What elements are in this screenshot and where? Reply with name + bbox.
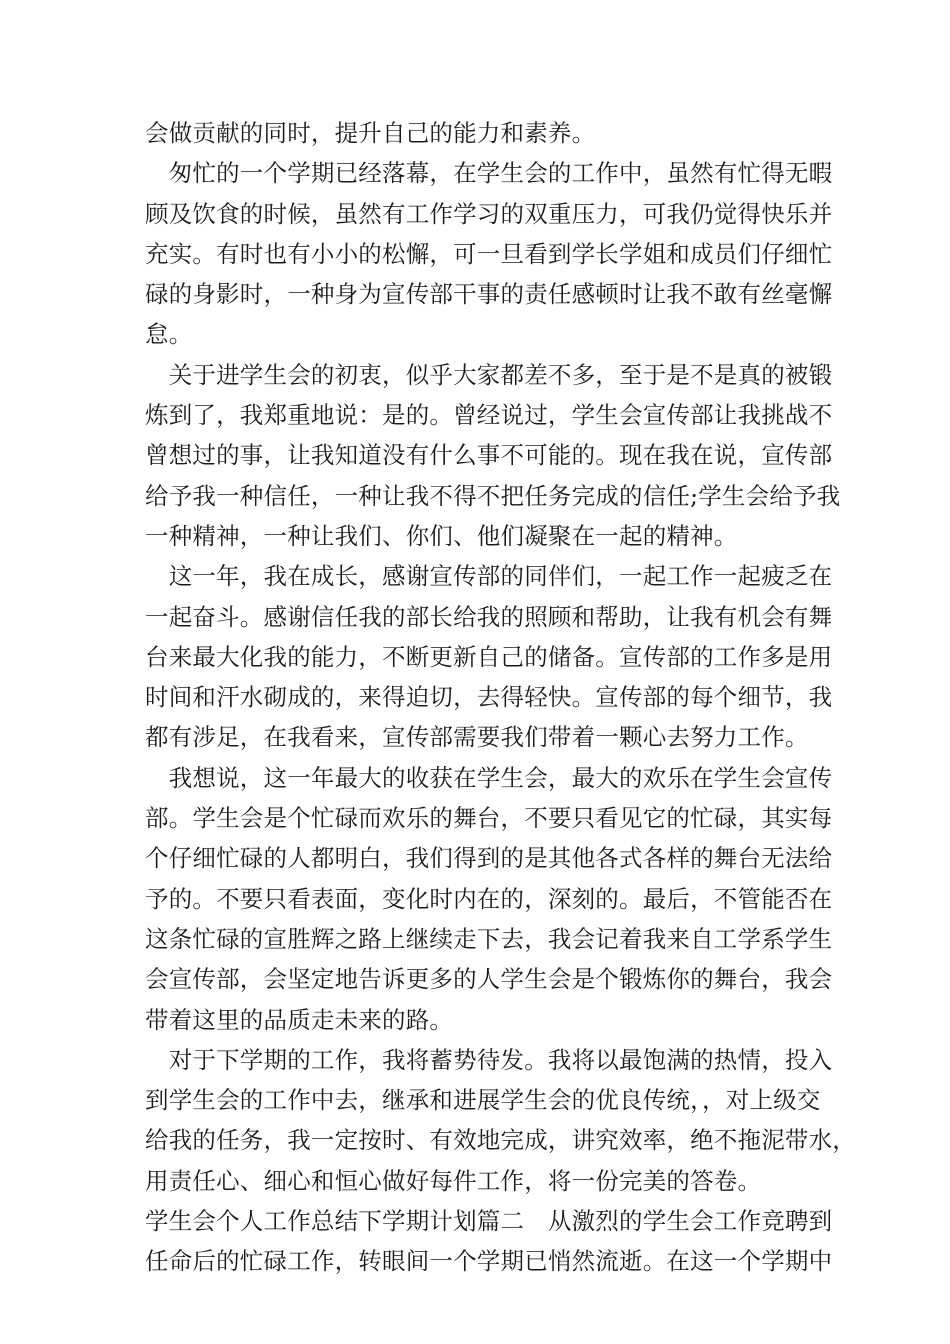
text-line: 这条忙碌的宣胜辉之路上继续走下去，我会记着我来自工学系学生 (145, 924, 833, 953)
text-line: 对于下学期的工作，我将蓄势待发。我将以最饱满的热情，投入 (145, 1045, 833, 1074)
text-line: 一起奋斗。感谢信任我的部长给我的照顾和帮助，让我有机会有舞 (145, 602, 833, 631)
text-line: 给我的任务，我一定按时、有效地完成，讲究效率，绝不拖泥带水， (145, 1126, 856, 1155)
text-line: 匆忙的一个学期已经落幕，在学生会的工作中，虽然有忙得无暇 (145, 159, 833, 188)
text-line: 台来最大化我的能力，不断更新自己的储备。宣传部的工作多是用 (145, 642, 833, 671)
text-line: 碌的身影时，一种身为宣传部干事的责任感顿时让我不敢有丝毫懈 (145, 280, 833, 309)
text-line: 给予我一种信任，一种让我不得不把任务完成的信任;学生会给予我 (145, 481, 841, 510)
text-line: 我想说，这一年最大的收获在学生会，最大的欢乐在学生会宣传 (145, 763, 833, 792)
text-line: 充实。有时也有小小的松懈，可一旦看到学长学姐和成员们仔细忙 (145, 239, 833, 268)
text-line: 会宣传部，会坚定地告诉更多的人学生会是个锻炼你的舞台，我会 (145, 965, 833, 994)
document-body (145, 113, 856, 1282)
text-line: 部。学生会是个忙碌而欢乐的舞台，不要只看见它的忙碌，其实每 (145, 804, 833, 833)
text-line: 关于进学生会的初衷，似乎大家都差不多，至于是不是真的被锻 (145, 360, 833, 389)
text-line: 带着这里的品质走未来的路。 (145, 1005, 454, 1034)
text-line: 都有涉足，在我看来，宣传部需要我们带着一颗心去努力工作。 (145, 723, 809, 752)
text-line: 会做贡献的同时，提升自己的能力和素养。 (145, 119, 596, 147)
text-line: 予的。不要只看表面，变化时内在的，深刻的。最后，不管能否在 (145, 884, 833, 913)
text-line: 曾想过的事，让我知道没有什么事不可能的。现在我在说，宣传部 (145, 441, 833, 470)
text-line: 任命后的忙碌工作，转眼间一个学期已悄然流逝。在这一个学期中 (145, 1247, 833, 1276)
section-heading-line: 学生会个人工作总结下学期计划篇二 从激烈的学生会工作竞聘到 (145, 1207, 833, 1236)
text-line: 顾及饮食的时候，虽然有工作学习的双重压力，可我仍觉得快乐并 (145, 199, 833, 228)
text-line: 这一年，我在成长，感谢宣传部的同伴们，一起工作一起疲乏在 (145, 562, 833, 591)
text-line: 用责任心、细心和恒心做好每件工作，将一份完美的答卷。 (145, 1166, 762, 1195)
text-line: 怠。 (145, 320, 193, 349)
text-line: 炼到了，我郑重地说：是的。曾经说过，学生会宣传部让我挑战不 (145, 401, 833, 430)
text-line: 一种精神，一种让我们、你们、他们凝聚在一起的精神。 (145, 521, 738, 550)
text-line: 个仔细忙碌的人都明白，我们得到的是其他各式各样的舞台无法给 (145, 844, 833, 873)
text-line: 到学生会的工作中去，继承和进展学生会的优良传统，，对上级交 (145, 1086, 821, 1115)
text-line: 时间和汗水砌成的，来得迫切，去得轻快。宣传部的每个细节，我 (145, 683, 833, 712)
